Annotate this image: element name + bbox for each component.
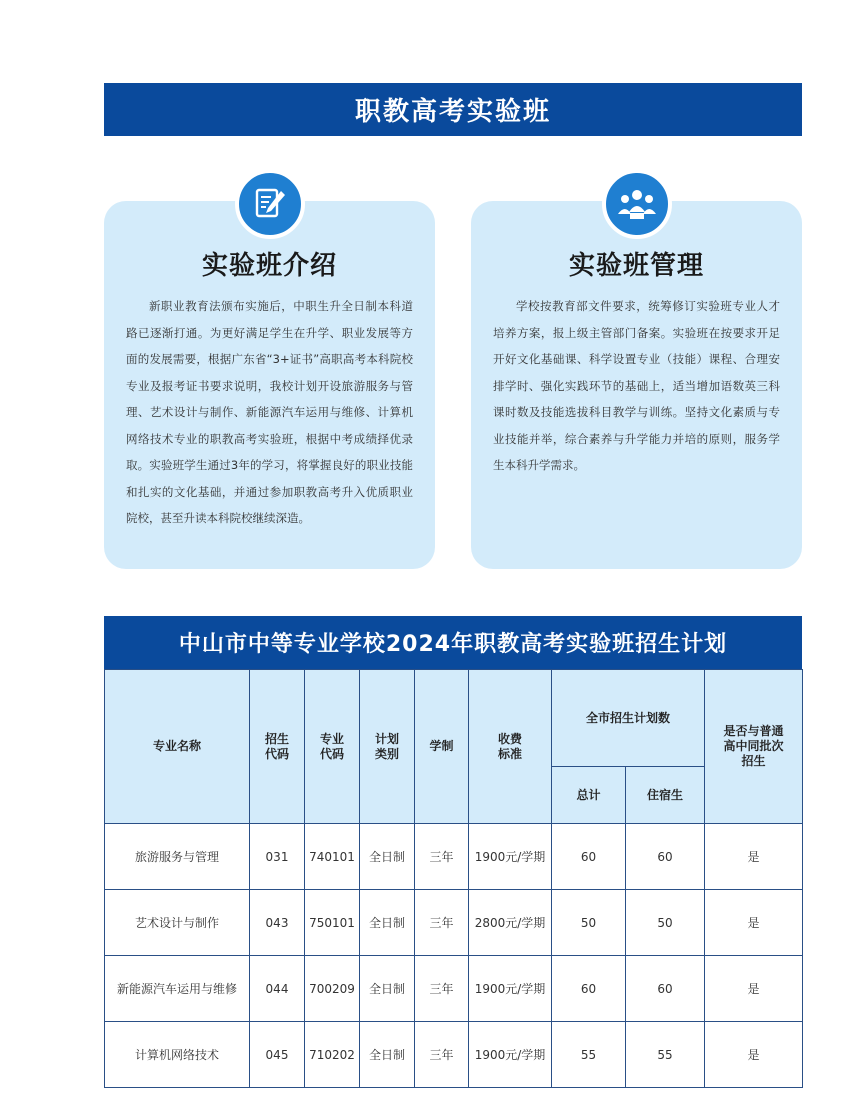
header-major-code: 专业代码 — [305, 670, 360, 824]
edit-document-icon — [235, 169, 305, 239]
intro-title: 实验班介绍 — [201, 251, 337, 281]
table-row — [105, 1022, 803, 1088]
cell-same-batch: 是 — [705, 890, 803, 956]
banner-title: 职教高考实验班 — [354, 97, 551, 127]
table-row — [105, 824, 803, 890]
cell-major: 新能源汽车运用与维修 — [105, 956, 250, 1022]
enrollment-plan-table — [104, 669, 803, 1088]
cell-plan-type: 全日制 — [360, 1022, 415, 1088]
cell-enroll-code: 044 — [250, 956, 305, 1022]
cell-total: 60 — [552, 956, 626, 1022]
header-fee: 收费标准 — [469, 670, 552, 824]
cell-major-code: 710202 — [305, 1022, 360, 1088]
cell-fee: 1900元/学期 — [469, 1022, 552, 1088]
intro-card — [104, 201, 435, 569]
section-banner — [104, 83, 802, 136]
cell-major-code: 750101 — [305, 890, 360, 956]
cell-plan-type: 全日制 — [360, 890, 415, 956]
cell-major: 旅游服务与管理 — [105, 824, 250, 890]
cell-fee: 2800元/学期 — [469, 890, 552, 956]
table-row — [105, 890, 803, 956]
plan-title-bar — [104, 616, 802, 669]
cell-total: 50 — [552, 890, 626, 956]
header-same-batch: 是否与普通高中同批次招生 — [705, 670, 803, 824]
cell-plan-type: 全日制 — [360, 956, 415, 1022]
cell-major-code: 700209 — [305, 956, 360, 1022]
management-card — [471, 201, 802, 569]
header-total: 总计 — [552, 767, 626, 824]
cell-boarding: 60 — [626, 956, 705, 1022]
management-body: 学校按教育部文件要求，统筹修订实验班专业人才培养方案，报上级主管部门备案。实验班在按要求开足开好文化基础课、科学设置专业（技能）课程、合理安排学时、强化实践环节的基础上，适当增加语数英三科课时数及技能选拔科目教学与训练。坚持文化素质与专业技能并举，综合素养与升学能力并培的原则，服务学生本科升学需求。 — [493, 299, 780, 472]
cell-major: 计算机网络技术 — [105, 1022, 250, 1088]
header-enroll-code: 招生代码 — [250, 670, 305, 824]
cell-fee: 1900元/学期 — [469, 956, 552, 1022]
cell-major: 艺术设计与制作 — [105, 890, 250, 956]
cell-same-batch: 是 — [705, 956, 803, 1022]
header-duration: 学制 — [415, 670, 469, 824]
header-boarding: 住宿生 — [626, 767, 705, 824]
cell-enroll-code: 031 — [250, 824, 305, 890]
header-city-plan: 全市招生计划数 — [552, 670, 705, 767]
cell-duration: 三年 — [415, 824, 469, 890]
cell-duration: 三年 — [415, 1022, 469, 1088]
table-row — [105, 956, 803, 1022]
intro-body: 新职业教育法颁布实施后，中职生升全日制本科道路已逐渐打通。为更好满足学生在升学、职业发展等方面的发展需要，根据广东省“3+证书”高职高考本科院校专业及报考证书要求说明，我校计划开设旅游服务与管理、艺术设计与制作、新能源汽车运用与维修、计算机网络技术专业的职教高考实验班，根据中考成绩择优录取。实验班学生通过3年的学习，将掌握良好的职业技能和扎实的文化基础，并通过参加职教高考升入优质职业院校，甚至升读本科院校继续深造。 — [126, 299, 413, 525]
cell-major-code: 740101 — [305, 824, 360, 890]
management-title: 实验班管理 — [568, 251, 704, 281]
cell-duration: 三年 — [415, 956, 469, 1022]
cell-plan-type: 全日制 — [360, 824, 415, 890]
cell-total: 55 — [552, 1022, 626, 1088]
cell-same-batch: 是 — [705, 1022, 803, 1088]
cell-duration: 三年 — [415, 890, 469, 956]
cell-enroll-code: 045 — [250, 1022, 305, 1088]
cell-fee: 1900元/学期 — [469, 824, 552, 890]
cell-boarding: 50 — [626, 890, 705, 956]
header-major: 专业名称 — [105, 670, 250, 824]
team-icon — [602, 169, 672, 239]
cell-boarding: 55 — [626, 1022, 705, 1088]
cell-total: 60 — [552, 824, 626, 890]
header-plan-type: 计划类别 — [360, 670, 415, 824]
plan-title: 中山市中等专业学校2024年职教高考实验班招生计划 — [178, 632, 728, 657]
cell-enroll-code: 043 — [250, 890, 305, 956]
cell-same-batch: 是 — [705, 824, 803, 890]
cell-boarding: 60 — [626, 824, 705, 890]
